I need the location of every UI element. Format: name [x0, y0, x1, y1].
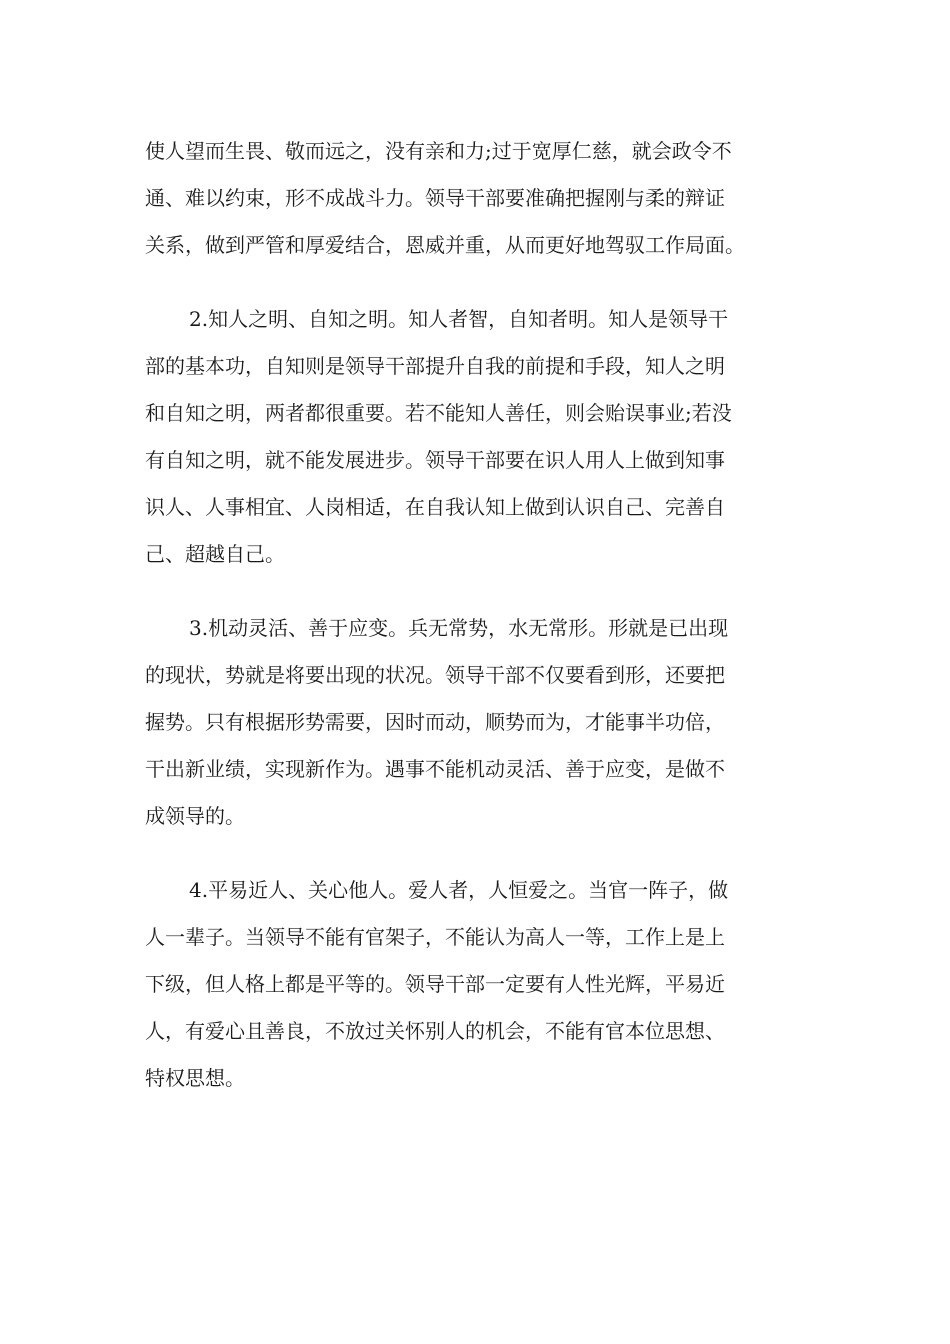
text-line: 3.机动灵活、善于应变。兵无常势，水无常形。形就是已出现	[189, 616, 729, 640]
paragraph-3	[145, 605, 815, 840]
text-line: 关系，做到严管和厚爱结合，恩威并重，从而更好地驾驭工作局面。	[145, 233, 745, 257]
text-line: 4.平易近人、关心他人。爱人者，人恒爱之。当官一阵子，做	[189, 878, 729, 902]
text-line: 通、难以约束，形不成战斗力。领导干部要准确把握刚与柔的辩证	[145, 186, 725, 210]
paragraph-gap	[145, 840, 815, 867]
paragraph-2	[145, 296, 815, 578]
text-line: 握势。只有根据形势需要，因时而动，顺势而为，才能事半功倍，	[145, 710, 725, 734]
text-line: 人一辈子。当领导不能有官架子，不能认为高人一等，工作上是上	[145, 925, 725, 949]
paragraph-gap	[145, 269, 815, 296]
text-line: 特权思想。	[145, 1066, 245, 1090]
paragraph-4	[145, 867, 815, 1102]
text-line: 己、超越自己。	[145, 542, 285, 566]
text-line: 2.知人之明、自知之明。知人者智，自知者明。知人是领导干	[189, 307, 729, 331]
text-line: 有自知之明，就不能发展进步。领导干部要在识人用人上做到知事	[145, 448, 725, 472]
text-line: 使人望而生畏、敬而远之，没有亲和力;过于宽厚仁慈，就会政令不	[145, 139, 732, 163]
text-line: 的现状，势就是将要出现的状况。领导干部不仅要看到形，还要把	[145, 663, 725, 687]
text-line: 成领导的。	[145, 804, 245, 828]
document-body	[145, 128, 815, 1102]
paragraph-1	[145, 128, 815, 269]
text-line: 人，有爱心且善良，不放过关怀别人的机会，不能有官本位思想、	[145, 1019, 725, 1043]
text-line: 干出新业绩，实现新作为。遇事不能机动灵活、善于应变，是做不	[145, 757, 725, 781]
paragraph-gap	[145, 578, 815, 605]
text-line: 和自知之明，两者都很重要。若不能知人善任，则会贻误事业;若没	[145, 401, 732, 425]
text-line: 识人、人事相宜、人岗相适，在自我认知上做到认识自己、完善自	[145, 495, 725, 519]
text-line: 下级，但人格上都是平等的。领导干部一定要有人性光辉，平易近	[145, 972, 725, 996]
text-line: 部的基本功，自知则是领导干部提升自我的前提和手段，知人之明	[145, 354, 725, 378]
